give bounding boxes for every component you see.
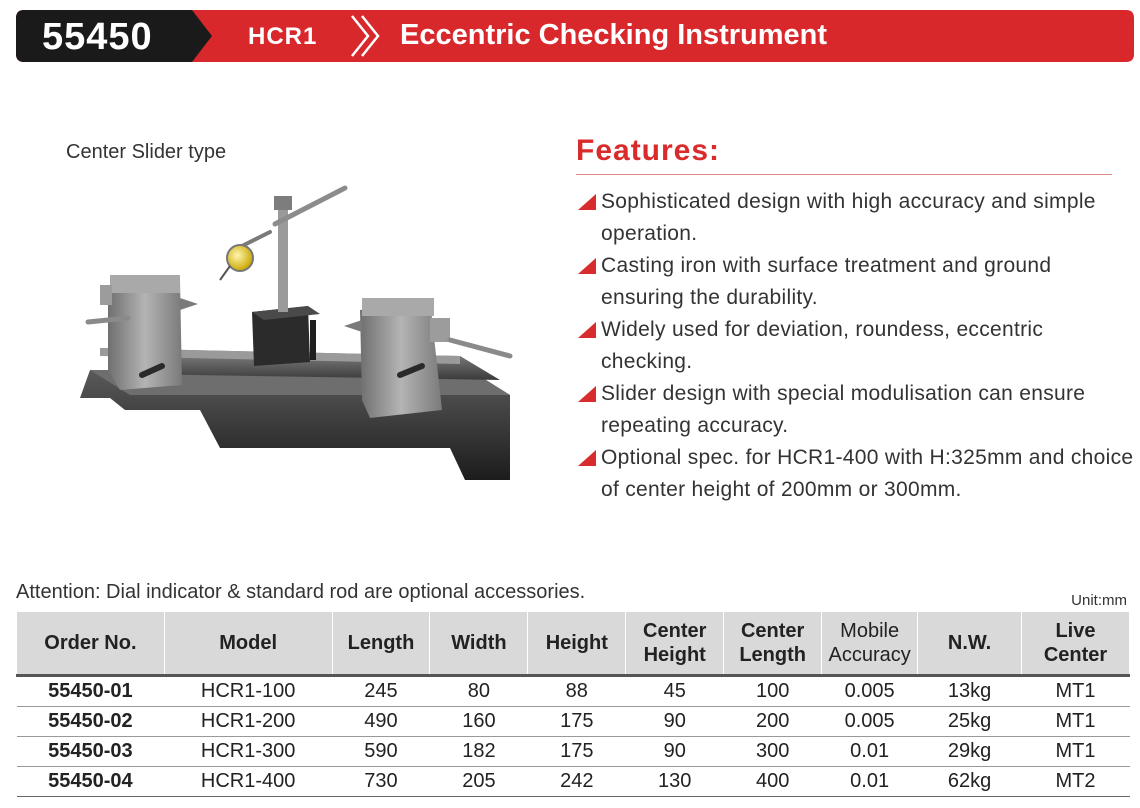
cell-model: HCR1-400 bbox=[164, 767, 332, 797]
cell-net-weight: 29kg bbox=[918, 737, 1022, 767]
column-header: Mobile Accuracy bbox=[822, 612, 918, 676]
feature-item bbox=[576, 314, 1136, 378]
cell-center-height: 90 bbox=[626, 707, 724, 737]
product-image bbox=[70, 180, 530, 500]
bullet-triangle-icon bbox=[578, 450, 596, 466]
column-header: Height bbox=[528, 612, 626, 676]
cell-center-height: 90 bbox=[626, 737, 724, 767]
product-title: Eccentric Checking Instrument bbox=[400, 19, 828, 51]
column-header: Order No. bbox=[17, 612, 165, 676]
feature-text: Slider design with special modulisation can ensure repeating accuracy. bbox=[601, 382, 1086, 437]
feature-text: Widely used for deviation, roundess, eccentric checking. bbox=[601, 318, 1044, 373]
model-series: HCR1 bbox=[248, 23, 318, 50]
bullet-triangle-icon bbox=[578, 258, 596, 274]
product-code: 55450 bbox=[42, 16, 153, 58]
cell-length: 590 bbox=[332, 737, 430, 767]
cell-model: HCR1-100 bbox=[164, 676, 332, 707]
bullet-triangle-icon bbox=[578, 386, 596, 402]
features-divider bbox=[576, 174, 1112, 175]
cell-live-center: MT1 bbox=[1021, 737, 1129, 767]
cell-height: 175 bbox=[528, 707, 626, 737]
cell-width: 80 bbox=[430, 676, 528, 707]
cell-length: 730 bbox=[332, 767, 430, 797]
cell-net-weight: 62kg bbox=[918, 767, 1022, 797]
cell-net-weight: 25kg bbox=[918, 707, 1022, 737]
column-header: N.W. bbox=[918, 612, 1022, 676]
cell-length: 245 bbox=[332, 676, 430, 707]
cell-height: 242 bbox=[528, 767, 626, 797]
attention-note: Attention: Dial indicator & standard rod are optional accessories. bbox=[16, 581, 586, 603]
cell-mobile-accuracy: 0.01 bbox=[822, 737, 918, 767]
cell-mobile-accuracy: 0.005 bbox=[822, 676, 918, 707]
cell-net-weight: 13kg bbox=[918, 676, 1022, 707]
cell-center-length: 400 bbox=[724, 767, 822, 797]
table-row bbox=[17, 767, 1130, 797]
feature-item bbox=[576, 442, 1136, 506]
cell-height: 88 bbox=[528, 676, 626, 707]
column-header: Center Height bbox=[626, 612, 724, 676]
cell-center-height: 45 bbox=[626, 676, 724, 707]
column-header: Length bbox=[332, 612, 430, 676]
cell-center-length: 100 bbox=[724, 676, 822, 707]
cell-model: HCR1-200 bbox=[164, 707, 332, 737]
features-list bbox=[576, 186, 1136, 506]
feature-text: Casting iron with surface treatment and ground ensuring the durability. bbox=[601, 254, 1052, 309]
features-title: Features: bbox=[576, 134, 721, 167]
cell-order-no: 55450-03 bbox=[17, 737, 165, 767]
cell-order-no: 55450-04 bbox=[17, 767, 165, 797]
cell-live-center: MT2 bbox=[1021, 767, 1129, 797]
feature-text: Optional spec. for HCR1-400 with H:325mm and choice of center height of 200mm or 300mm. bbox=[601, 446, 1134, 501]
column-header: Center Length bbox=[724, 612, 822, 676]
cell-length: 490 bbox=[332, 707, 430, 737]
table-row bbox=[17, 737, 1130, 767]
product-type-label: Center Slider type bbox=[66, 141, 227, 163]
spec-table bbox=[16, 612, 1130, 797]
cell-width: 160 bbox=[430, 707, 528, 737]
column-header: Width bbox=[430, 612, 528, 676]
cell-order-no: 55450-02 bbox=[17, 707, 165, 737]
feature-item bbox=[576, 378, 1136, 442]
feature-item bbox=[576, 186, 1136, 250]
cell-order-no: 55450-01 bbox=[17, 676, 165, 707]
cell-center-length: 300 bbox=[724, 737, 822, 767]
cell-width: 205 bbox=[430, 767, 528, 797]
cell-live-center: MT1 bbox=[1021, 707, 1129, 737]
table-row bbox=[17, 676, 1130, 707]
cell-model: HCR1-300 bbox=[164, 737, 332, 767]
cell-live-center: MT1 bbox=[1021, 676, 1129, 707]
bullet-triangle-icon bbox=[578, 322, 596, 338]
column-header: Live Center bbox=[1021, 612, 1129, 676]
table-header-row bbox=[17, 612, 1130, 676]
feature-item bbox=[576, 250, 1136, 314]
feature-text: Sophisticated design with high accuracy and simple operation. bbox=[601, 190, 1096, 245]
bullet-triangle-icon bbox=[578, 194, 596, 210]
cell-mobile-accuracy: 0.01 bbox=[822, 767, 918, 797]
cell-mobile-accuracy: 0.005 bbox=[822, 707, 918, 737]
table-row bbox=[17, 707, 1130, 737]
header-banner bbox=[16, 10, 1134, 62]
cell-center-length: 200 bbox=[724, 707, 822, 737]
unit-label: Unit:mm bbox=[1071, 592, 1127, 609]
cell-center-height: 130 bbox=[626, 767, 724, 797]
column-header: Model bbox=[164, 612, 332, 676]
cell-width: 182 bbox=[430, 737, 528, 767]
cell-height: 175 bbox=[528, 737, 626, 767]
